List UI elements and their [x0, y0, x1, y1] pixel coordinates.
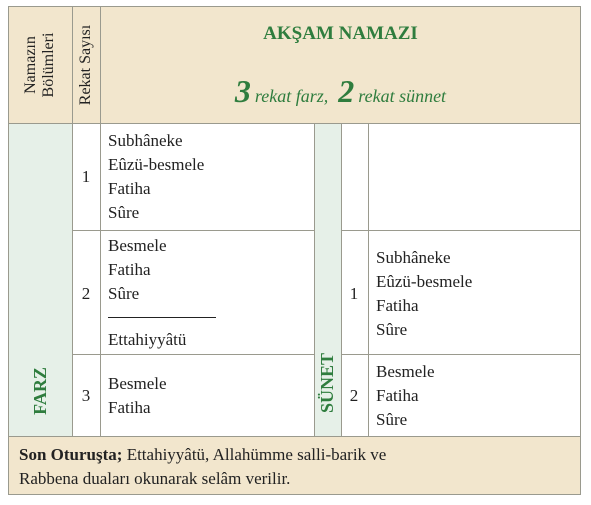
- sunnet-label: SÜNET: [317, 352, 337, 414]
- sunnet-rekat-2-number: 2: [349, 386, 359, 405]
- farz-text: rekat farz,: [254, 86, 329, 106]
- footer-bold: Son Oturuşta;: [19, 445, 123, 464]
- list-item: Subhâneke: [376, 248, 451, 267]
- oturus-divider: [108, 317, 216, 318]
- list-item: Sûre: [376, 410, 408, 429]
- rekat-summary: [101, 73, 580, 110]
- list-item: Besmele: [108, 236, 167, 255]
- footer-line1: Ettahiyyâtü, Allahümme salli-barik ve: [122, 445, 387, 464]
- farz-rekat-1-list: [108, 129, 204, 225]
- list-item: Eûzü-besmele: [376, 272, 473, 291]
- list-item: Besmele: [376, 362, 435, 381]
- farz-rekat-3-number: 3: [81, 386, 91, 405]
- farz-rekat-2-ettahiyyatu: Ettahiyyâtü: [108, 330, 187, 349]
- namazin-bolumleri-label: Namazın Bölümleri: [22, 32, 57, 98]
- farz-rekat-2-number: 2: [81, 284, 91, 303]
- farz-rekat-3-list: [108, 372, 167, 420]
- list-item: Sûre: [108, 284, 140, 303]
- farz-count: 3: [234, 73, 251, 109]
- list-item: Besmele: [108, 374, 167, 393]
- page-title: AKŞAM NAMAZI: [263, 23, 418, 44]
- sunnet-rekat-1-list: [376, 246, 472, 342]
- sunnet-count: 2: [338, 73, 355, 109]
- list-item: Subhâneke: [108, 131, 183, 150]
- list-item: Sûre: [376, 320, 408, 339]
- list-item: Fatiha: [108, 398, 151, 417]
- sunnet-rekat-2-list: [376, 360, 435, 432]
- list-item: Fatiha: [108, 179, 151, 198]
- footer-line2: Rabbena duaları okunarak selâm verilir.: [19, 469, 291, 488]
- list-item: Fatiha: [376, 386, 419, 405]
- footer-note: [19, 443, 386, 491]
- list-item: Fatiha: [376, 296, 419, 315]
- aksam-namazi-table: [8, 6, 581, 495]
- rekat-sayisi-label: Rekat Sayısı: [77, 24, 94, 106]
- sunnet-text: rekat sünnet: [358, 86, 447, 106]
- list-item: Fatiha: [108, 260, 151, 279]
- list-item: Eûzü-besmele: [108, 155, 205, 174]
- sunnet-rekat-1-number: 1: [349, 284, 359, 303]
- farz-rekat-1-number: 1: [81, 167, 91, 186]
- list-item: Sûre: [108, 203, 140, 222]
- farz-label: FARZ: [30, 367, 50, 415]
- farz-rekat-2-list: [108, 234, 167, 306]
